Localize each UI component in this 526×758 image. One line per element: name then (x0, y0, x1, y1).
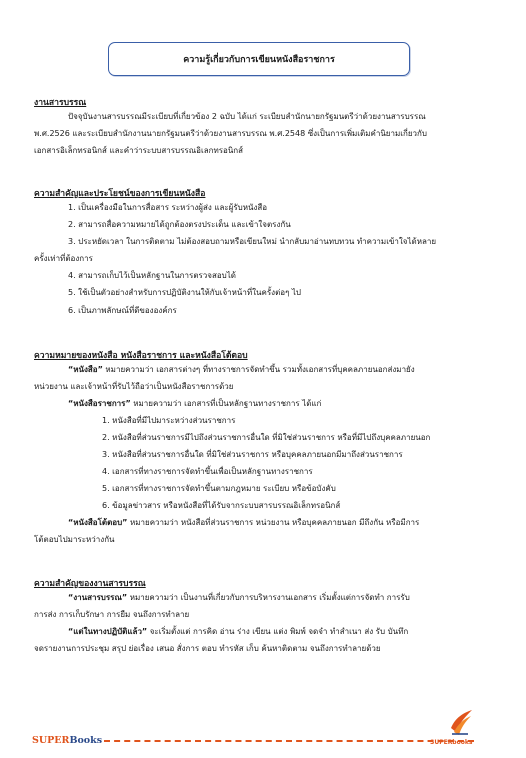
definition-line (68, 395, 321, 412)
term-nangsue-totob: “หนังสือโต้ตอบ” (68, 518, 128, 527)
definition-line: โต้ตอบไปมาระหว่างกัน (34, 535, 115, 544)
term-nangsue-ratchakan: “หนังสือราชการ” (68, 399, 131, 408)
definition-line (68, 514, 419, 531)
list-item: 1. เป็นเครื่องมือในการสื่อสาร ระหว่างผู้ส่ง และผู้รับหนังสือ (68, 203, 268, 212)
section-heading-saraban: งานสารบรรณ (34, 98, 87, 108)
section-heading-importance-saraban: ความสำคัญของงานสารบรรณ (34, 579, 146, 589)
list-item: 4. เอกสารที่ทางราชการจัดทำขึ้นเพื่อเป็นหลักฐานทางราชการ (102, 467, 313, 476)
section-heading-meaning: ความหมายของหนังสือ หนังสือราชการ และหนังสือโต้ตอบ (34, 351, 248, 361)
list-item: 4. สามารถเก็บไว้เป็นหลักฐานในการตรวจสอบได้ (68, 271, 236, 280)
page-title: ความรู้เกี่ยวกับการเขียนหนังสือราชการ (183, 55, 335, 65)
footer-logo-text: SUPERbooks (430, 739, 473, 746)
list-item: 6. ข้อมูลข่าวสาร หรือหนังสือที่ได้รับจากระบบสารบรรณอิเล็กทรอนิกส์ (102, 501, 341, 510)
superbooks-logo-icon (448, 706, 474, 738)
definition-text: จะเริ่มตั้งแต่ การคิด อ่าน ร่าง เขียน แต่ง พิมพ์ จดจำ ทำสำเนา ส่ง รับ บันทึก (147, 627, 409, 636)
definition-line (68, 623, 408, 640)
footer (32, 735, 502, 747)
list-item: 5. ใช้เป็นตัวอย่างสำหรับการปฏิบัติงานให้กับเจ้าหน้าที่ในครั้งต่อๆ ไป (68, 288, 302, 297)
paragraph-line: ปัจจุบันงานสารบรรณมีระเบียบที่เกี่ยวข้อง 2 ฉบับ ได้แก่ ระเบียบสำนักนายกรัฐมนตรีว่าด้วยงานสารบรรณ (68, 112, 426, 121)
definition-line (68, 589, 410, 606)
list-item: 6. เป็นภาพลักษณ์ที่ดีขององค์กร (68, 306, 177, 315)
list-item: 1. หนังสือที่มีไปมาระหว่างส่วนราชการ (102, 416, 236, 425)
term-practice: “แต่ในทางปฏิบัติแล้ว” (68, 627, 148, 636)
definition-text: หมายความว่า หนังสือที่ส่วนราชการ หน่วยงาน หรือบุคคลภายนอก มีถึงกัน หรือมีการ (127, 518, 420, 527)
definition-line: หน่วยงาน และเจ้าหน้าที่รับไว้ถือว่าเป็นหนังสือราชการด้วย (34, 382, 234, 391)
footer-brand: SUPERBooks (32, 735, 103, 746)
section-heading-importance-writing: ความสำคัญและประโยชน์ของการเขียนหนังสือ (34, 189, 206, 199)
term-ngan-saraban: “งานสารบรรณ” (68, 593, 128, 602)
term-nangsue: “หนังสือ” (68, 365, 103, 374)
definition-text: หมายความว่า เป็นงานที่เกี่ยวกับการบริหารงานเอกสาร เริ่มตั้งแต่การจัดทำ การรับ (127, 593, 410, 602)
list-item: 2. หนังสือที่ส่วนราชการมีไปถึงส่วนราชการอื่นใด ที่มิใช่ส่วนราชการ หรือที่มีไปถึงบุคคลภายนอก (102, 433, 431, 442)
definition-text: หมายความว่า เอกสารที่เป็นหลักฐานทางราชการ ได้แก่ (130, 399, 322, 408)
paragraph-line: เอกสารอิเล็กทรอนิกส์ และคำว่าระบบสารบรรณอิเลกทรอนิกส์ (34, 146, 244, 155)
footer-divider (104, 740, 474, 742)
definition-text: หมายความว่า เอกสารต่างๆ ที่ทางราชการจัดทำขึ้น รวมทั้งเอกสารที่บุคคลภายนอกส่งมายัง (102, 365, 415, 374)
list-item: 3. หนังสือที่ส่วนราชการอื่นใด ที่มิใช่ส่วนราชการ หรือบุคคลภายนอกมีมาถึงส่วนราชการ (102, 450, 403, 459)
title-box (108, 42, 410, 76)
definition-line: การส่ง การเก็บรักษา การยืม จนถึงการทำลาย (34, 610, 190, 619)
definition-line: จดรายงานการประชุม สรุป ย่อเรื่อง เสนอ สั่งการ ตอบ ทำรหัส เก็บ ค้นหาติดตาม จนถึงการทำลายด้วย (34, 644, 381, 653)
list-item: 2. สามารถสื่อความหมายได้ถูกต้องตรงประเด็น และเข้าใจตรงกัน (68, 220, 291, 229)
paragraph-line: พ.ศ.2526 และระเบียบสำนักงานนายกรัฐมนตรีว่าด้วยงานสารบรรณ พ.ศ.2548 ซึ่งเป็นการเพิ่มเติมคำนิยามเกี่ยวกับ (34, 129, 427, 138)
list-item-continuation: ครั้งเท่าที่ต้องการ (34, 254, 93, 263)
list-item: 3. ประหยัดเวลา ในการติดตาม ไม่ต้องสอบถามหรือเขียนใหม่ นำกลับมาอ่านทบทวน ทำความเข้าใจได้หลาย (68, 237, 437, 246)
list-item: 5. เอกสารที่ทางราชการจัดทำขึ้นตามกฎหมาย ระเบียบ หรือข้อบังคับ (102, 484, 336, 493)
definition-line (68, 361, 415, 378)
